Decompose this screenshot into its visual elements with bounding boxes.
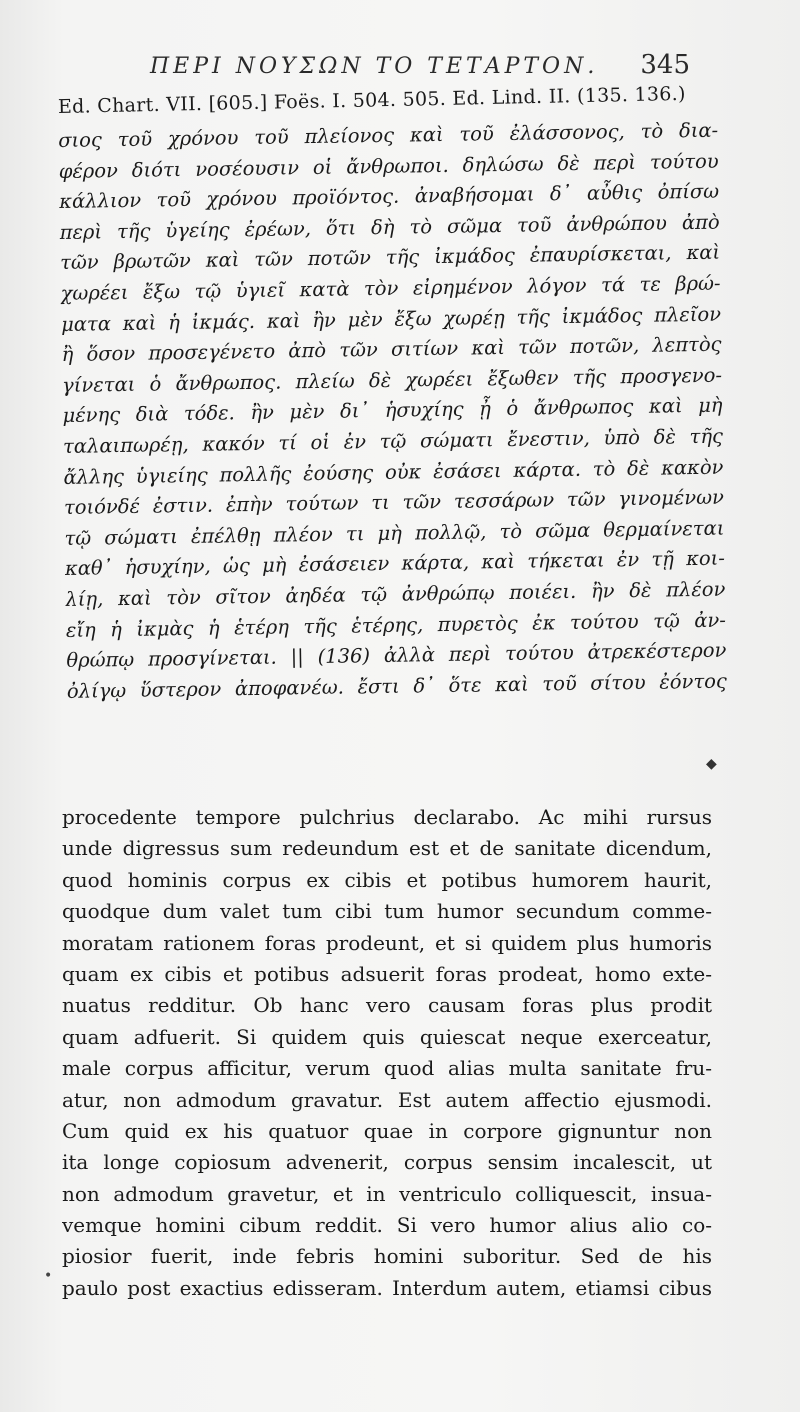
- text-line: quod hominis corpus ex cibis et potibus humorem haurit,: [62, 867, 712, 892]
- latin-text-block: [62, 802, 712, 1304]
- text-line: σιος τοῦ χρόνου τοῦ πλείονος καὶ τοῦ ἐλάσσονος, τὸ δια-: [58, 118, 719, 152]
- text-line: γίνεται ὁ ἄνθρωπος. πλείω δὲ χωρέει ἔξωθεν τῆς προσγενο-: [61, 363, 723, 397]
- text-line: vemque homini cibum reddit. Si vero humor alius alio co-: [62, 1213, 712, 1238]
- text-line: τοιόνδέ ἐστιν. ἐπὴν τούτων τι τῶν τεσσάρων τῶν γινομένων: [63, 485, 725, 520]
- text-line: procedente tempore pulchrius declarabo. Ac mihi rursus: [62, 805, 712, 829]
- text-line: κάλλιον τοῦ χρόνου προϊόντος. ἀναβήσομαι δ᾽ αὖθις ὀπίσω: [59, 179, 720, 214]
- greek-text-block: [58, 116, 727, 708]
- text-line: nuatus redditur. Ob hanc vero causam foras plus prodit: [62, 993, 712, 1018]
- text-line: τῶν βρωτῶν καὶ τῶν ποτῶν τῆς ἰκμάδος ἐπαυρίσκεται, καὶ: [59, 240, 721, 275]
- text-line: ἢ ὅσον προσεγένετο ἀπὸ τῶν σιτίων καὶ τῶν ποτῶν, λεπτὸς: [61, 332, 722, 367]
- running-title: ΠΕΡΙ ΝΟΥΣΩΝ ΤΟ ΤΕΤΑΡΤΟΝ.: [150, 54, 599, 79]
- text-line: φέρον διότι νοσέουσιν οἱ ἄνθρωποι. δηλώσω δὲ περὶ τούτου: [58, 149, 719, 183]
- text-line: ματα καὶ ἡ ἰκμάς. καὶ ἢν μὲν ἔξω χωρέῃ τῆς ἰκμάδος πλεῖον: [60, 302, 722, 336]
- text-line: unde digressus sum redeundum est et de sanitate dicendum,: [62, 836, 712, 861]
- text-line: τῷ σώματι ἐπέλθῃ πλέον τι μὴ πολλῷ, τὸ σῶμα θερμαίνεται: [64, 516, 725, 550]
- text-line: ita longe copiosum advenerit, corpus sensim incalescit, ut: [62, 1150, 712, 1175]
- text-line: Cum quid ex his quatuor quae in corpore gignuntur non: [62, 1118, 712, 1143]
- text-line: piosior fuerit, inde febris homini suboritur. Sed de his: [62, 1244, 712, 1269]
- text-line: ἄλλης ὑγιείης πολλῆς ἐούσης οὐκ ἐσάσει κάρτα. τὸ δὲ κακὸν: [63, 455, 724, 489]
- text-line: μένης διὰ τόδε. ἢν μὲν δι᾽ ἡσυχίης ᾖ ὁ ἄνθρωπος καὶ μὴ: [62, 393, 723, 428]
- text-line: εἴη ἡ ἰκμὰς ἡ ἑτέρη τῆς ἑτέρης, πυρετὸς ἐκ τούτου τῷ ἀν-: [65, 608, 727, 642]
- text-line: θρώπῳ προσγίνεται. || (136) ἀλλὰ περὶ τούτου ἀτρεκέστερον: [66, 638, 727, 673]
- text-line: non admodum gravetur, et in ventriculo colliquescit, insua-: [62, 1181, 712, 1206]
- text-line: male corpus afficitur, verum quod alias multa sanitate fru-: [62, 1056, 712, 1081]
- text-line: paulo post exactius edisseram. Interdum autem, etiamsi cibus: [62, 1275, 712, 1300]
- text-line: atur, non admodum gravatur. Est autem affectio ejusmodi.: [62, 1087, 712, 1112]
- ornament-dot-icon: ◆: [706, 756, 717, 772]
- page-number: 345: [640, 50, 690, 80]
- text-line: ταλαιπωρέῃ, κακόν τί οἱ ἐν τῷ σώματι ἔνεστιν, ὑπὸ δὲ τῆς: [62, 424, 724, 458]
- text-line: λίῃ, καὶ τὸν σῖτον ἀηδέα τῷ ἀνθρώπῳ ποιέει. ἢν δὲ πλέον: [65, 577, 726, 611]
- margin-dot-icon: •: [44, 1268, 53, 1284]
- edition-reference: Ed. Chart. VII. [605.] Foës. I. 504. 505. Ed. Lind. II. (135. 136.): [57, 82, 686, 118]
- text-line: quam ex cibis et potibus adsuerit foras prodeat, homo exte-: [62, 961, 712, 986]
- text-line: χωρέει ἔξω τῷ ὑγιεῖ κατὰ τὸν εἰρημένον λόγον τά τε βρώ-: [60, 271, 721, 305]
- text-line: quodque dum valet tum cibi tum humor secundum comme-: [62, 899, 712, 924]
- text-line: ὀλίγῳ ὕστερον ἀποφανέω. ἔστι δ᾽ ὅτε καὶ τοῦ σίτου ἐόντος: [66, 669, 727, 703]
- text-line: quam adfuerit. Si quidem quis quiescat neque exerceatur,: [62, 1024, 712, 1049]
- text-line: καθ᾽ ἡσυχίην, ὡς μὴ ἐσάσειεν κάρτα, καὶ τήκεται ἐν τῇ κοι-: [64, 546, 726, 581]
- text-line: περὶ τῆς ὑγείης ἐρέων, ὅτι δὴ τὸ σῶμα τοῦ ἀνθρώπου ἀπὸ: [59, 210, 720, 244]
- text-line: moratam rationem foras prodeunt, et si quidem plus humoris: [62, 930, 712, 955]
